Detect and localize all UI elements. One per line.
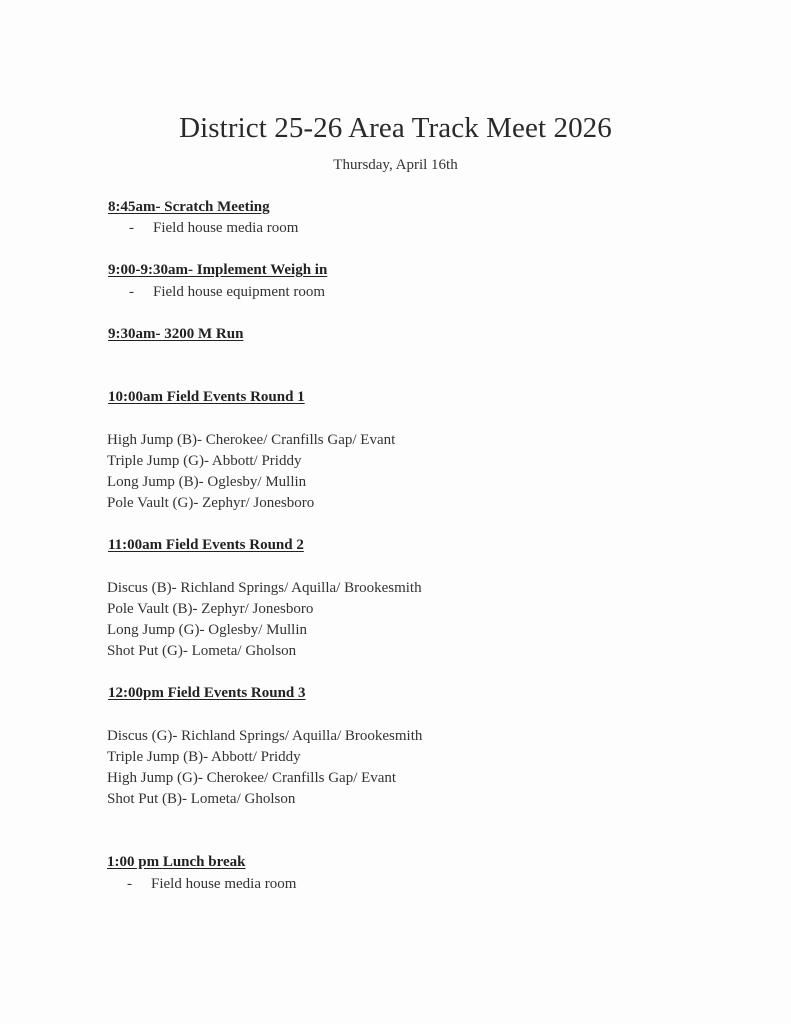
section-note-lunch-break	[127, 876, 296, 893]
event-line: Long Jump (G)- Oglesby/ Mullin	[107, 622, 307, 638]
section-heading-round-1: 10:00am Field Events Round 1	[108, 389, 305, 405]
event-line: Pole Vault (G)- Zephyr/ Jonesboro	[107, 495, 315, 511]
event-line: Pole Vault (B)- Zephyr/ Jonesboro	[107, 601, 314, 617]
note-text: Field house media room	[151, 876, 297, 892]
event-line: Triple Jump (G)- Abbott/ Priddy	[107, 453, 302, 469]
section-heading-implement-weigh-in: 9:00-9:30am- Implement Weigh in	[108, 262, 328, 278]
section-heading-lunch-break: 1:00 pm Lunch break	[107, 854, 246, 870]
section-heading-round-3: 12:00pm Field Events Round 3	[108, 685, 306, 701]
bullet-dash: -	[127, 876, 132, 892]
event-line: Shot Put (G)- Lometa/ Gholson	[107, 643, 297, 659]
event-line: Triple Jump (B)- Abbott/ Priddy	[107, 749, 301, 765]
note-text: Field house media room	[153, 220, 299, 236]
note-text: Field house equipment room	[153, 284, 326, 300]
event-line: Discus (G)- Richland Springs/ Aquilla/ Brookesmith	[107, 728, 423, 744]
bullet-dash: -	[129, 284, 134, 300]
section-note-scratch-meeting	[129, 220, 298, 237]
section-heading-3200m-run: 9:30am- 3200 M Run	[108, 326, 244, 342]
event-line: High Jump (B)- Cherokee/ Cranfills Gap/ Evant	[107, 432, 396, 448]
section-heading-round-2: 11:00am Field Events Round 2	[108, 537, 304, 553]
section-heading-scratch-meeting: 8:45am- Scratch Meeting	[108, 199, 270, 215]
event-line: Long Jump (B)- Oglesby/ Mullin	[107, 474, 307, 490]
event-line: Shot Put (B)- Lometa/ Gholson	[107, 791, 296, 807]
section-note-implement-weigh-in	[129, 284, 325, 301]
event-line: Discus (B)- Richland Springs/ Aquilla/ Brookesmith	[107, 580, 422, 596]
page-title: District 25-26 Area Track Meet 2026	[179, 112, 612, 144]
event-line: High Jump (G)- Cherokee/ Cranfills Gap/ Evant	[107, 770, 397, 786]
event-date: Thursday, April 16th	[333, 157, 458, 173]
bullet-dash: -	[129, 220, 134, 236]
